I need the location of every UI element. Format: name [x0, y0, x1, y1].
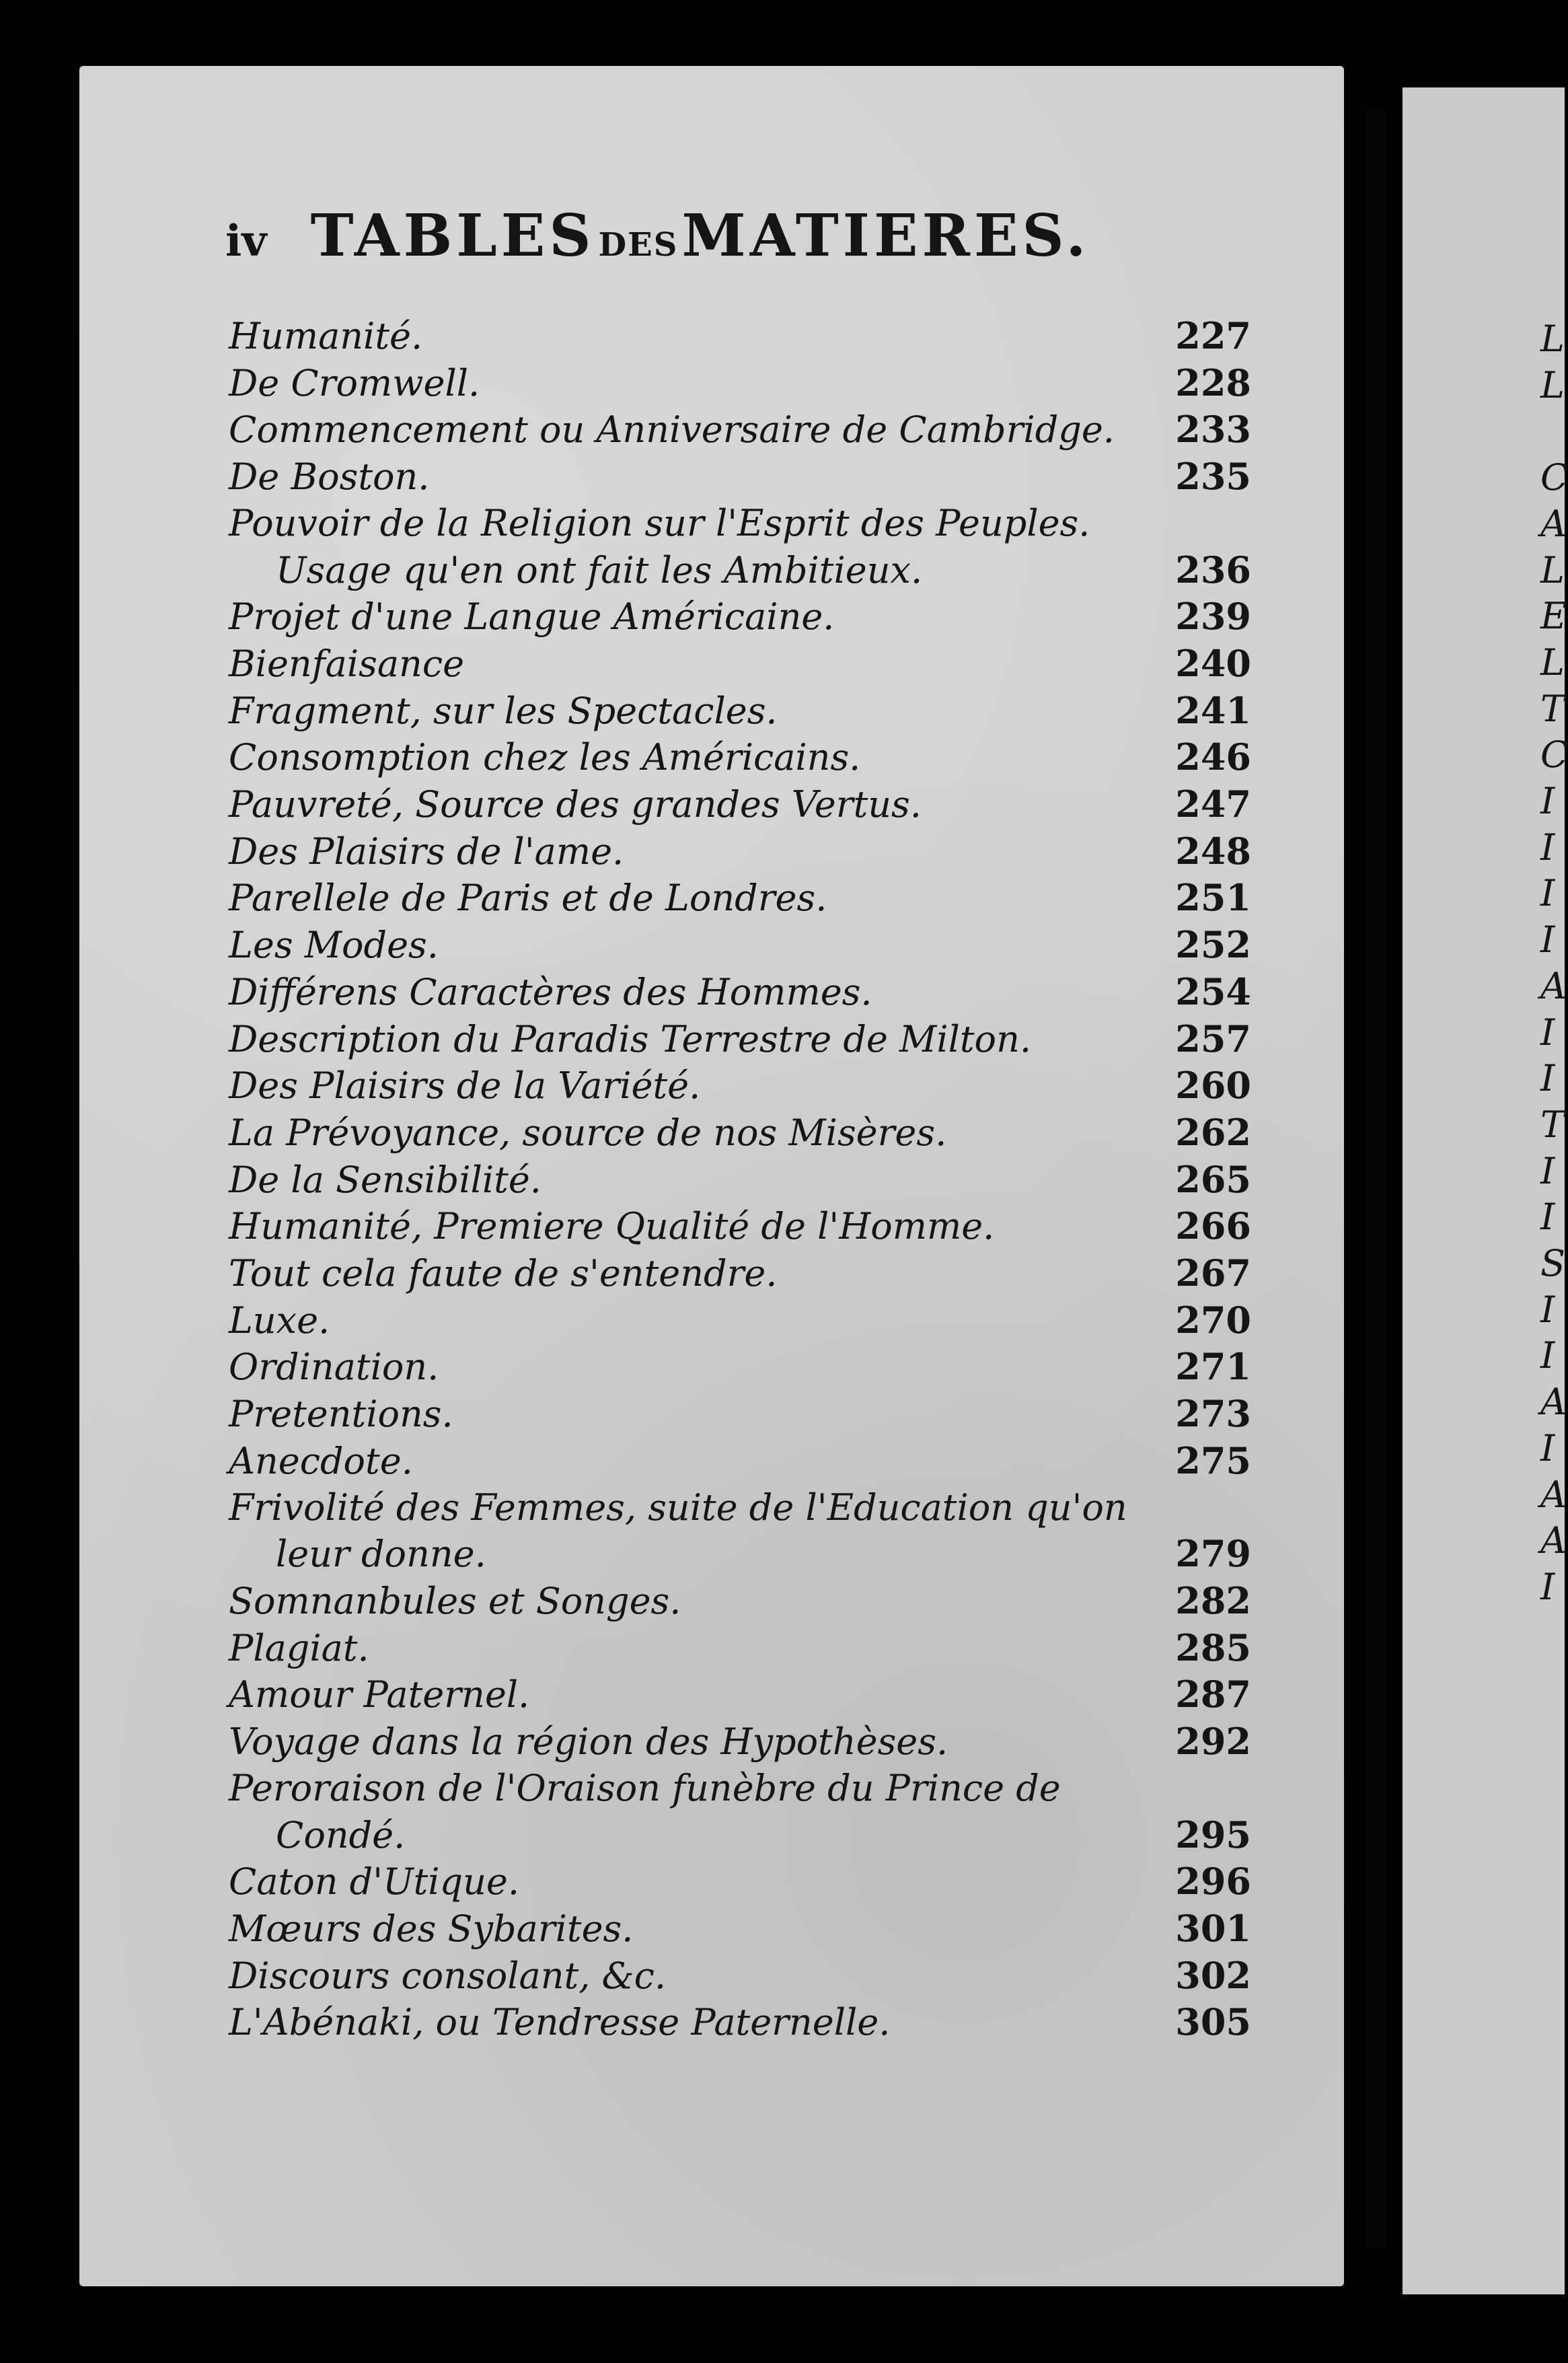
toc-entry: [229, 501, 1251, 593]
right-page-letter: I: [1540, 1149, 1555, 1192]
entry-page-number: 305: [1175, 2000, 1251, 2044]
toc-entry: [229, 1250, 1251, 1297]
right-page-letter: I: [1540, 872, 1555, 915]
toc-entry: [229, 313, 1251, 360]
toc-entry: [229, 1953, 1251, 2000]
entry-page-number: 240: [1175, 641, 1251, 685]
toc-entry: [229, 1625, 1251, 1672]
right-page-letter: I: [1540, 826, 1555, 869]
toc-entry: [229, 1062, 1251, 1110]
toc-entry: [229, 1391, 1251, 1438]
right-page-letter: T: [1540, 687, 1565, 730]
entry-title: Parellele de Paris et de Londres.: [229, 877, 827, 920]
table-of-contents: [229, 313, 1251, 2046]
toc-entry: [229, 734, 1251, 781]
toc-entry: [229, 1905, 1251, 1953]
toc-entry: [229, 1718, 1251, 1766]
toc-entry: [229, 875, 1251, 922]
entry-page-number: 235: [1175, 455, 1251, 499]
toc-entry: [229, 688, 1251, 735]
entry-page-number: 262: [1175, 1110, 1251, 1154]
right-page-letter: L: [1540, 363, 1565, 406]
entry-page-number: 254: [1175, 970, 1251, 1013]
entry-page-number: 302: [1175, 1953, 1251, 1997]
header-title-des: DES: [598, 226, 679, 264]
entry-title-continuation: leur donne.: [276, 1533, 486, 1576]
entry-page-number: 273: [1175, 1392, 1251, 1436]
entry-title: De la Sensibilité.: [229, 1158, 542, 1201]
entry-title: Différens Caractères des Hommes.: [229, 970, 872, 1013]
entry-page-number: 260: [1175, 1064, 1251, 1107]
entry-page-number: 248: [1175, 829, 1251, 873]
toc-entry: [229, 453, 1251, 501]
entry-title: Luxe.: [229, 1299, 330, 1342]
entry-title: Somnanbules et Songes.: [229, 1579, 681, 1622]
entry-title: Mœurs des Sybarites.: [229, 1907, 634, 1950]
right-page-letter: A: [1540, 964, 1567, 1007]
entry-page-number: 239: [1175, 595, 1251, 639]
entry-title: De Cromwell.: [229, 361, 480, 404]
right-page-letter: T: [1540, 1103, 1565, 1146]
entry-title: Anecdote.: [229, 1439, 413, 1482]
toc-entry: [229, 1671, 1251, 1718]
right-page-letter: I: [1540, 1426, 1555, 1469]
entry-title: De Boston.: [229, 456, 430, 499]
right-page-letter: A: [1540, 1381, 1567, 1424]
toc-entry: [229, 1999, 1251, 2046]
toc-entry: [229, 828, 1251, 875]
entry-title: Les Modes.: [229, 924, 439, 967]
right-page-letter: L: [1540, 548, 1565, 591]
entry-page-number: 246: [1175, 735, 1251, 779]
entry-page-number: 241: [1175, 688, 1251, 732]
entry-page-number: 282: [1175, 1578, 1251, 1622]
entry-page-number: 252: [1175, 923, 1251, 967]
right-page-letter: A: [1540, 1519, 1567, 1562]
header-title-tables: TABLES: [310, 202, 595, 270]
toc-entry: [229, 1110, 1251, 1157]
entry-page-number: 301: [1175, 1906, 1251, 1950]
entry-page-number: 247: [1175, 783, 1251, 826]
toc-entry: [229, 641, 1251, 688]
right-page-letter: I: [1540, 780, 1555, 823]
entry-page-number: 251: [1175, 876, 1251, 920]
right-page-letter: I: [1540, 1334, 1555, 1377]
toc-entry: [229, 969, 1251, 1016]
entry-title: Commencement ou Anniversaire de Cambridge.: [229, 408, 1115, 451]
entry-title: Humanité, Premiere Qualité de l'Homme.: [229, 1205, 995, 1248]
entry-title: Pretentions.: [229, 1393, 453, 1436]
toc-entry: [229, 922, 1251, 969]
toc-entry: [229, 360, 1251, 407]
entry-page-number: 228: [1175, 361, 1251, 404]
right-page-letter: L: [1540, 641, 1565, 684]
entry-page-number: 296: [1175, 1860, 1251, 1903]
header-title-matieres: MATIERES.: [681, 202, 1090, 270]
entry-page-number: 275: [1175, 1439, 1251, 1482]
entry-title: Des Plaisirs de la Variété.: [229, 1064, 701, 1107]
entry-page-number: 233: [1175, 408, 1251, 451]
entry-page-number: 270: [1175, 1298, 1251, 1342]
entry-title: Discours consolant, &c.: [229, 1954, 667, 1997]
book-gutter: [1366, 108, 1386, 2247]
toc-entry: [229, 1297, 1251, 1344]
entry-page-number: 257: [1175, 1017, 1251, 1060]
right-page-letter: I: [1540, 918, 1555, 961]
toc-entry: [229, 1344, 1251, 1391]
right-page-letter: I: [1540, 1057, 1555, 1100]
entry-title: Frivolité des Femmes, suite de l'Education qu'on: [229, 1486, 1127, 1529]
entry-title: Consomption chez les Américains.: [229, 736, 861, 779]
right-page-letter: I: [1540, 1011, 1555, 1054]
entry-title: Plagiat.: [229, 1626, 369, 1669]
entry-title: Des Plaisirs de l'ame.: [229, 830, 624, 873]
entry-title: Peroraison de l'Oraison funèbre du Prince de: [229, 1766, 1061, 1809]
entry-title: Bienfaisance: [229, 642, 465, 685]
entry-title: Pouvoir de la Religion sur l'Esprit des Peuples.: [229, 501, 1090, 544]
entry-title: Description du Paradis Terrestre de Milton.: [229, 1017, 1032, 1060]
entry-page-number: 266: [1175, 1204, 1251, 1248]
entry-page-number: 287: [1175, 1673, 1251, 1716]
page-number: iv: [225, 216, 267, 266]
right-page-fragment: [1540, 316, 1568, 1611]
entry-page-number: 227: [1175, 314, 1251, 357]
toc-entry: [229, 1157, 1251, 1204]
toc-entry: [229, 1203, 1251, 1250]
entry-page-number: 267: [1175, 1251, 1251, 1295]
toc-entry: [229, 781, 1251, 828]
entry-title: Pauvreté, Source des grandes Vertus.: [229, 783, 922, 826]
entry-page-number: 295: [1175, 1813, 1251, 1856]
entry-title: Fragment, sur les Spectacles.: [229, 689, 778, 732]
right-page-letter: I: [1540, 1196, 1555, 1239]
right-page-letter: C: [1540, 456, 1568, 499]
right-page-letter: [1540, 408, 1568, 455]
toc-entry: [229, 1766, 1251, 1858]
entry-page-number: 292: [1175, 1720, 1251, 1764]
toc-entry: [229, 406, 1251, 453]
right-page-letter: S: [1540, 1242, 1565, 1285]
entry-page-number: 271: [1175, 1345, 1251, 1389]
entry-title: Projet d'une Langue Américaine.: [229, 595, 835, 639]
right-page-letter: A: [1540, 502, 1567, 545]
entry-title-continuation: Condé.: [276, 1813, 406, 1856]
right-page-letter: I: [1540, 1565, 1555, 1608]
entry-page-number: 285: [1175, 1626, 1251, 1669]
entry-title: La Prévoyance, source de nos Misères.: [229, 1111, 947, 1154]
right-page-letter: E: [1540, 595, 1567, 638]
entry-title: Ordination.: [229, 1346, 439, 1389]
toc-entry: [229, 1438, 1251, 1485]
entry-title: L'Abénaki, ou Tendresse Paternelle.: [229, 2001, 891, 2044]
running-header: [225, 202, 1090, 270]
right-page-letter: I: [1540, 1288, 1555, 1331]
entry-title: Tout cela faute de s'entendre.: [229, 1252, 778, 1295]
toc-entry: [229, 1858, 1251, 1905]
toc-entry: [229, 1485, 1251, 1578]
toc-entry: [229, 1578, 1251, 1625]
entry-page-number: 236: [1175, 548, 1251, 591]
entry-title-continuation: Usage qu'en ont fait les Ambitieux.: [276, 548, 923, 591]
entry-title: Amour Paternel.: [229, 1673, 530, 1716]
toc-entry: [229, 593, 1251, 641]
entry-page-number: 265: [1175, 1157, 1251, 1201]
entry-title: Caton d'Utique.: [229, 1860, 520, 1903]
right-page-letter: L: [1540, 318, 1565, 360]
entry-title: Humanité.: [229, 315, 423, 357]
toc-entry: [229, 1016, 1251, 1063]
right-page-letter: A: [1540, 1473, 1567, 1516]
entry-title: Voyage dans la région des Hypothèses.: [229, 1720, 948, 1764]
entry-page-number: 279: [1175, 1532, 1251, 1576]
right-page-letter: C: [1540, 733, 1568, 776]
